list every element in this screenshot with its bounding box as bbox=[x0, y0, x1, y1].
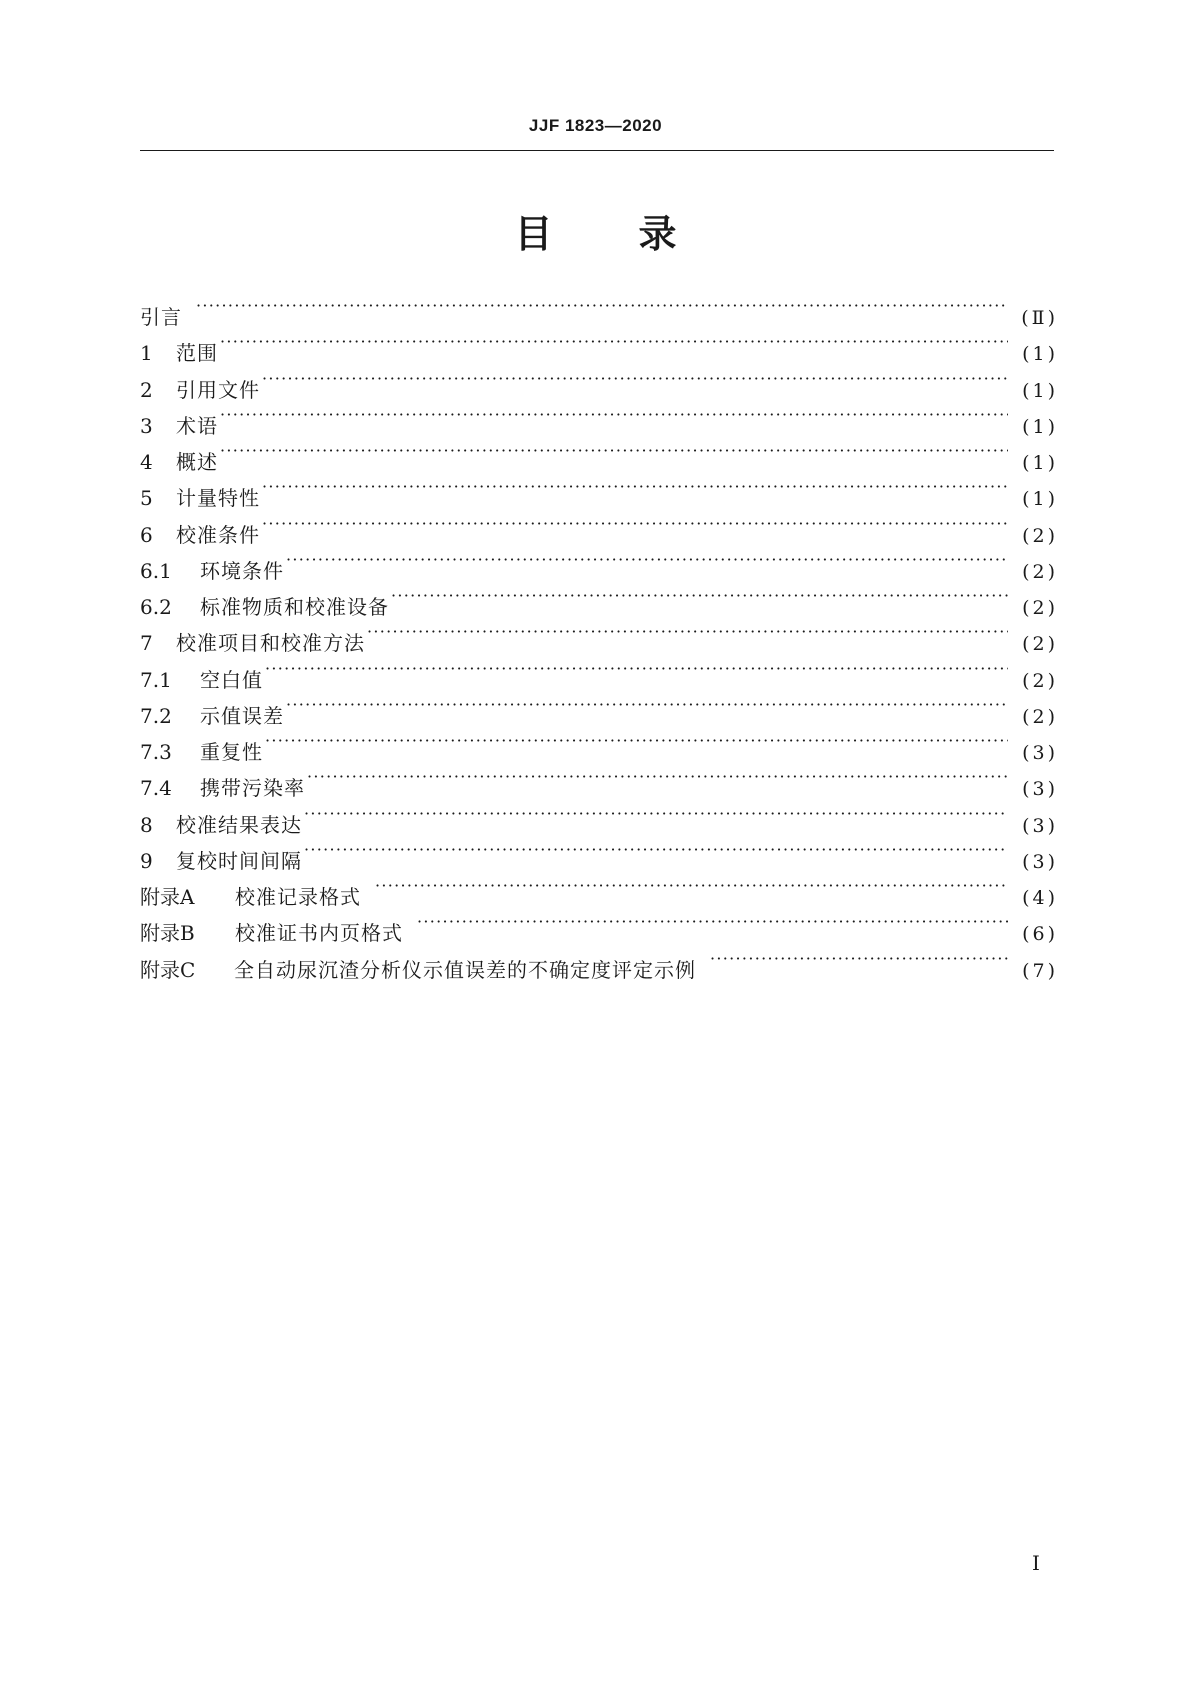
toc-entry-title: 术语 bbox=[176, 413, 218, 438]
toc-leader-dots bbox=[220, 324, 1008, 360]
toc-entry-number: 1 bbox=[140, 341, 153, 366]
toc-entry-number: 7.4 bbox=[140, 776, 172, 801]
toc-entry-1[interactable] bbox=[140, 324, 1058, 366]
toc-leader-dots bbox=[265, 651, 1008, 687]
toc-entry-7-2[interactable] bbox=[140, 687, 1058, 728]
toc-entry-preface[interactable] bbox=[140, 288, 1058, 329]
toc-leader-dots bbox=[262, 361, 1008, 397]
toc-list bbox=[140, 288, 1058, 982]
toc-entry-title: 校准条件 bbox=[176, 522, 260, 547]
toc-entry-title: 校准项目和校准方法 bbox=[176, 631, 365, 656]
toc-entry-title: 校准记录格式 bbox=[235, 885, 361, 909]
toc-entry-title: 范围 bbox=[176, 341, 218, 366]
toc-leader-dots bbox=[304, 832, 1008, 868]
toc-entry-number: 5 bbox=[140, 486, 153, 511]
page-number: Ⅰ bbox=[1032, 1551, 1040, 1575]
toc-entry-5[interactable] bbox=[140, 469, 1058, 511]
toc-entry-page: (2) bbox=[1022, 633, 1058, 656]
toc-entry-7-3[interactable] bbox=[140, 723, 1058, 764]
toc-leader-dots bbox=[196, 288, 1008, 324]
toc-entry-number: 6.1 bbox=[140, 558, 172, 583]
toc-title-char-1: 目 bbox=[514, 212, 553, 256]
toc-entry-number: 附录B bbox=[140, 921, 195, 946]
toc-entry-6-1[interactable] bbox=[140, 542, 1058, 583]
toc-entry-title: 环境条件 bbox=[200, 558, 284, 583]
toc-entry-title: 复校时间间隔 bbox=[176, 848, 302, 873]
toc-entry-number: 9 bbox=[140, 848, 153, 873]
toc-title bbox=[0, 203, 1191, 258]
toc-entry-title: 概述 bbox=[176, 450, 218, 474]
toc-entry-number: 附录C bbox=[140, 957, 196, 982]
toc-entry-number: 8 bbox=[140, 812, 153, 837]
toc-entry-page: (3) bbox=[1022, 778, 1058, 801]
toc-title-char-2: 录 bbox=[638, 212, 677, 256]
toc-entry-number: 7.3 bbox=[140, 740, 172, 764]
toc-leader-dots bbox=[286, 542, 1008, 578]
document-code: JJF 1823—2020 bbox=[528, 116, 663, 135]
toc-leader-dots bbox=[391, 578, 1008, 614]
toc-entry-page: (2) bbox=[1022, 524, 1058, 547]
toc-entry-title: 校准证书内页格式 bbox=[235, 921, 403, 946]
toc-leader-dots bbox=[220, 397, 1008, 433]
toc-entry-page: (3) bbox=[1022, 850, 1058, 873]
toc-leader-dots bbox=[262, 506, 1008, 542]
toc-entry-title: 校准结果表达 bbox=[176, 812, 302, 837]
header-divider bbox=[140, 150, 1054, 151]
toc-entry-title: 空白值 bbox=[200, 667, 263, 692]
toc-entry-title: 标准物质和校准设备 bbox=[200, 595, 389, 619]
toc-entry-page: (Ⅱ) bbox=[1021, 307, 1058, 329]
toc-entry-3[interactable] bbox=[140, 397, 1058, 438]
toc-entry-number: 4 bbox=[140, 450, 153, 474]
toc-leader-dots bbox=[262, 469, 1008, 505]
toc-entry-number: 6.2 bbox=[140, 595, 172, 619]
toc-entry-7-4[interactable] bbox=[140, 759, 1058, 801]
toc-leader-dots bbox=[417, 904, 1008, 940]
toc-entry-title: 全自动尿沉渣分析仪示值误差的不确定度评定示例 bbox=[234, 957, 696, 982]
toc-entry-number: 6 bbox=[140, 522, 153, 547]
toc-entry-number: 2 bbox=[140, 377, 153, 402]
toc-entry-number: 7.1 bbox=[140, 667, 172, 692]
toc-entry-2[interactable] bbox=[140, 361, 1058, 402]
toc-entry-page: (3) bbox=[1022, 814, 1058, 837]
toc-leader-dots bbox=[367, 614, 1008, 650]
toc-entry-title: 示值误差 bbox=[200, 703, 284, 728]
toc-entry-page: (2) bbox=[1022, 560, 1058, 583]
toc-entry-number: 7 bbox=[140, 631, 153, 656]
toc-entry-page: (1) bbox=[1022, 488, 1058, 511]
toc-leader-dots bbox=[375, 868, 1008, 904]
toc-leader-dots bbox=[307, 759, 1008, 795]
toc-entry-page: (2) bbox=[1022, 669, 1058, 692]
toc-leader-dots bbox=[286, 687, 1008, 723]
toc-entry-number: 3 bbox=[140, 413, 153, 438]
toc-leader-dots bbox=[220, 433, 1008, 469]
toc-entry-7-1[interactable] bbox=[140, 651, 1058, 692]
toc-leader-dots bbox=[304, 796, 1008, 832]
toc-entry-title: 重复性 bbox=[200, 740, 263, 764]
toc-entry-page: (1) bbox=[1022, 415, 1058, 438]
toc-entry-title: 计量特性 bbox=[176, 486, 260, 511]
toc-entry-page: (2) bbox=[1022, 705, 1058, 728]
toc-entry-page: (6) bbox=[1022, 923, 1058, 946]
toc-entry-title: 引言 bbox=[140, 305, 182, 329]
toc-entry-title: 携带污染率 bbox=[200, 776, 305, 801]
toc-entry-4[interactable] bbox=[140, 433, 1058, 474]
toc-entry-page: (1) bbox=[1022, 343, 1058, 366]
toc-entry-6[interactable] bbox=[140, 506, 1058, 547]
toc-entry-page: (7) bbox=[1022, 959, 1058, 982]
toc-entry-page: (4) bbox=[1022, 887, 1058, 909]
toc-entry-number: 7.2 bbox=[140, 703, 172, 728]
toc-entry-number: 附录A bbox=[140, 885, 195, 909]
toc-leader-dots bbox=[710, 941, 1008, 977]
toc-leader-dots bbox=[265, 723, 1008, 759]
toc-entry-page: (3) bbox=[1022, 742, 1058, 764]
toc-entry-title: 引用文件 bbox=[176, 377, 260, 402]
toc-entry-page: (1) bbox=[1022, 379, 1058, 402]
toc-entry-page: (2) bbox=[1022, 597, 1058, 619]
toc-entry-page: (1) bbox=[1022, 452, 1058, 474]
